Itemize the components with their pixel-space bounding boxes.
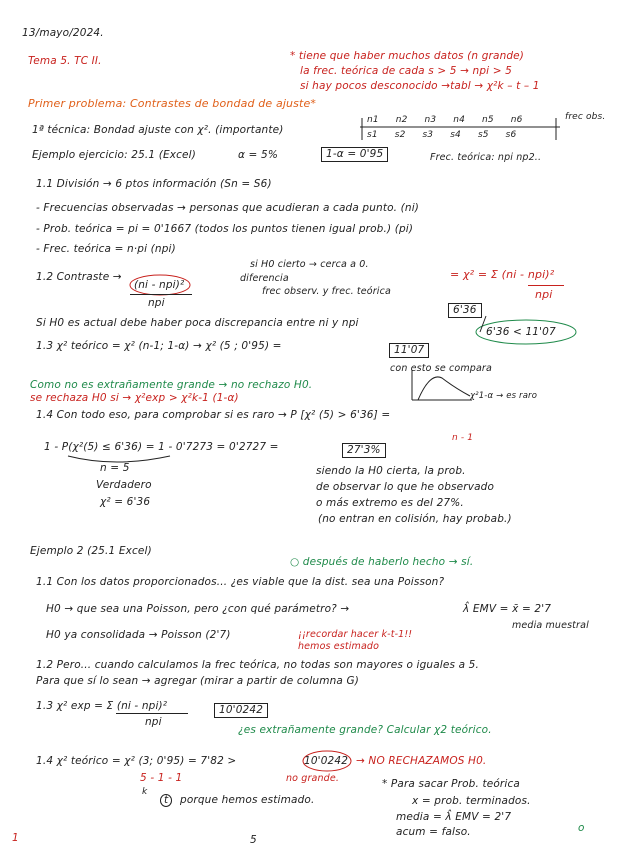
k-label: k	[142, 787, 148, 797]
no-grande-note: no grande.	[286, 773, 340, 784]
chi-raro-note: χ²1-α → es raro	[470, 391, 538, 401]
h0-consolidada: H0 ya consolidada → Poisson (2'7)	[46, 629, 231, 641]
para-sacar-acum: acum = falso.	[396, 826, 471, 838]
para-sacar: * Para sacar Prob. teórica	[382, 778, 520, 790]
comparison: 6'36 < 11'07	[486, 326, 556, 338]
probability-box: 27'3%	[342, 443, 386, 458]
fraction-bar-2	[116, 713, 188, 714]
bullet-prob-teorica: - Prob. teórica = pi = 0'1667 (todos los puntos tienen igual prob.) (pi)	[36, 223, 414, 235]
formula-bar	[528, 285, 564, 286]
chi-formula: = χ² = Σ (ni - npi)²	[450, 268, 555, 281]
despues-note: ○ después de haberlo hecho → sí.	[290, 556, 474, 568]
step-2-3-den: npi	[145, 716, 162, 728]
step-1-2-label: 1.2 Contraste →	[36, 271, 122, 283]
ejemplo-1: Ejemplo ejercicio: 25.1 (Excel)	[32, 149, 196, 161]
under-n: n = 5	[100, 462, 130, 474]
interp-3: o más extremo es del 27%.	[316, 497, 464, 509]
porque-note: porque hemos estimado.	[180, 794, 315, 806]
ejemplo-2: Ejemplo 2 (25.1 Excel)	[30, 545, 152, 557]
no-rechazamos: → NO RECHAZAMOS H0.	[356, 755, 487, 767]
date: 13/mayo/2024.	[22, 27, 104, 39]
probability-calc: 1 - P(χ²(5) ≤ 6'36) = 1 - 0'7273 = 0'2727 =	[44, 441, 279, 453]
freq-top-row: n1 n2 n3 n4 n5 n6	[367, 115, 523, 125]
green-conclusion: Como no es extrañamente grande → no rechazo H0.	[30, 379, 313, 391]
tema-title: Tema 5. TC II.	[28, 55, 102, 67]
freq-label: frec obs.	[565, 112, 606, 122]
para-sacar-x: x = prob. terminados.	[412, 795, 531, 807]
step-1-4: 1.4 Con todo eso, para comprobar si es raro → P [χ² (5) > 6'36] =	[36, 409, 391, 421]
alpha-value: α = 5%	[238, 149, 278, 161]
h0-poisson: H0 → que sea una Poisson, pero ¿con qué parámetro? →	[46, 603, 350, 615]
chi-value-box: 6'36	[448, 303, 482, 318]
note-right-1: * tiene que haber muchos datos (n grande)	[290, 50, 525, 62]
step-2-2-b: Para que sí lo sean → agregar (mirar a partir de columna G)	[36, 675, 359, 687]
con-esto-note: con esto se compara	[390, 363, 492, 374]
corner-mark-right: o	[578, 822, 585, 834]
interp-1: siendo la H0 cierta, la prob.	[316, 465, 466, 477]
chi-formula-den: npi	[535, 288, 553, 301]
interp-2: de observar lo que he observado	[316, 481, 495, 493]
step-2-1: 1.1 Con los datos proporcionados... ¿es viable que la dist. sea una Poisson?	[36, 576, 445, 588]
contraste-numerator: (ni - npi)²	[134, 279, 185, 291]
recordar-note: ¡¡recordar hacer k-t-1!!	[298, 629, 413, 640]
lambda-emv: λ̂ EMV = x̄ = 2'7	[463, 603, 552, 615]
step-2-3: 1.3 χ² exp = Σ (ni - npi)²	[36, 700, 168, 712]
para-sacar-media: media = λ̂ EMV = 2'7	[396, 811, 512, 823]
contraste-denominator: npi	[148, 297, 165, 309]
chi-exp-circled: 10'0242	[304, 755, 349, 767]
chi-exp-box: 10'0242	[214, 703, 268, 718]
step-2-2-a: 1.2 Pero... cuando calculamos la frec teórica, no todas son mayores o iguales a 5.	[36, 659, 479, 671]
step-2-4: 1.4 χ² teórico = χ² (3; 0'95) = 7'82 >	[36, 755, 237, 767]
extrana-question: ¿es extrañamente grande? Calcular χ2 teórico.	[238, 724, 492, 736]
step-1-3: 1.3 χ² teórico = χ² (n-1; 1-α) → χ² (5 ; 0'95) =	[36, 340, 282, 352]
t-label: t	[160, 794, 172, 807]
hemos-estimado-note: hemos estimado	[298, 641, 380, 652]
note-right-3: si hay pocos desconocido →tabl → χ²k – t – 1	[300, 80, 540, 92]
under-chi: χ² = 6'36	[100, 496, 151, 508]
media-muestral: media muestral	[512, 620, 589, 631]
red-rule: se rechaza H0 si → χ²exp > χ²k-1 (1-α)	[30, 392, 239, 404]
chi-teorico-box: 11'07	[389, 343, 429, 358]
one-minus-alpha-box: 1-α = 0'95	[321, 147, 388, 162]
bullet-frec-teorica: - Frec. teórica = n·pi (npi)	[36, 243, 176, 255]
contraste-note-2: diferencia	[240, 273, 289, 284]
contraste-note-3: frec observ. y frec. teórica	[262, 286, 391, 297]
k-t-1: 5 - 1 - 1	[140, 772, 183, 784]
section-heading: Primer problema: Contrastes de bondad de ajuste*	[28, 97, 317, 110]
page-number: 5	[250, 834, 257, 846]
interp-4: (no entran en colisión, hay probab.)	[318, 513, 512, 525]
contraste-note-1: si H0 cierto → cerca a 0.	[250, 259, 369, 270]
tecnica-line: 1ª técnica: Bondad ajuste con χ². (importante)	[32, 124, 284, 136]
under-verdadero: Verdadero	[96, 479, 152, 491]
note-right-2: la frec. teórica de cada s > 5 → npi > 5	[300, 65, 512, 77]
n-minus-1-note: n - 1	[452, 433, 474, 443]
fraction-bar	[130, 294, 192, 295]
h0-discrepancia: Si H0 es actual debe haber poca discrepancia entre ni y npi	[36, 317, 359, 329]
step-1-1: 1.1 División → 6 ptos información (Sn = S6)	[36, 178, 272, 190]
bullet-observadas: - Frecuencias observadas → personas que acudieran a cada punto. (ni)	[36, 202, 420, 214]
frec-teorica-note: Frec. teórica: npi np2..	[430, 152, 542, 163]
freq-bottom-row: s1 s2 s3 s4 s5 s6	[367, 130, 517, 140]
corner-mark-left: 1	[12, 832, 19, 844]
